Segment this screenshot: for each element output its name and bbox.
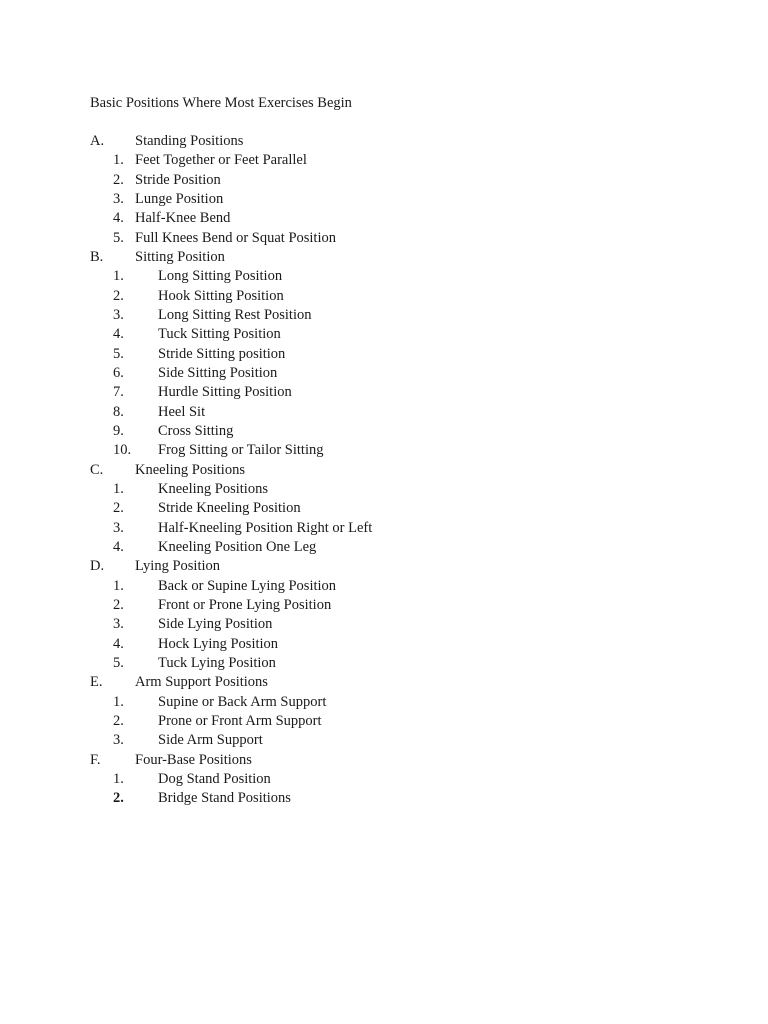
item-label: Kneeling Positions <box>158 480 268 497</box>
section-label: Kneeling Positions <box>135 461 245 478</box>
item-label: Cross Sitting <box>158 422 234 439</box>
section-letter: C. <box>90 461 104 478</box>
list-item <box>0 519 768 538</box>
list-item <box>0 190 768 209</box>
item-label: Lunge Position <box>135 190 224 207</box>
list-item <box>0 635 768 654</box>
item-number: 3. <box>113 190 124 207</box>
section-heading <box>0 132 768 151</box>
list-item <box>0 383 768 402</box>
item-label: Kneeling Position One Leg <box>158 538 317 555</box>
item-label: Stride Position <box>135 171 221 188</box>
list-item <box>0 403 768 422</box>
item-label: Dog Stand Position <box>158 770 271 787</box>
item-label: Frog Sitting or Tailor Sitting <box>158 442 324 459</box>
list-item <box>0 345 768 364</box>
list-item <box>0 499 768 518</box>
item-label: Half-Knee Bend <box>135 210 231 227</box>
item-number: 4. <box>113 326 124 343</box>
item-label: Side Arm Support <box>158 732 263 749</box>
item-number: 4. <box>113 635 124 652</box>
item-number: 2. <box>113 790 124 807</box>
list-item <box>0 209 768 228</box>
list-item <box>0 480 768 499</box>
list-item <box>0 422 768 441</box>
item-label: Prone or Front Arm Support <box>158 712 322 729</box>
item-label: Full Knees Bend or Squat Position <box>135 229 336 246</box>
item-label: Long Sitting Position <box>158 268 283 285</box>
item-number: 3. <box>113 519 124 536</box>
item-number: 1. <box>113 268 124 285</box>
section-label: Four-Base Positions <box>135 751 252 768</box>
item-number: 1. <box>113 770 124 787</box>
document-title: Basic Positions Where Most Exercises Begin <box>90 95 352 111</box>
positions-outline <box>0 132 768 808</box>
item-label: Side Lying Position <box>158 616 273 633</box>
item-label: Hook Sitting Position <box>158 287 284 304</box>
list-item <box>0 712 768 731</box>
item-number: 2. <box>113 171 124 188</box>
section-letter: A. <box>90 133 105 149</box>
section-heading <box>0 557 768 576</box>
list-item <box>0 306 768 325</box>
item-number: 4. <box>113 210 124 227</box>
list-item <box>0 615 768 634</box>
item-number: 1. <box>113 152 124 169</box>
list-item <box>0 596 768 615</box>
item-number: 3. <box>113 616 124 633</box>
item-number: 2. <box>113 287 124 304</box>
list-item <box>0 654 768 673</box>
item-number: 1. <box>113 693 124 710</box>
item-label: Heel Sit <box>158 403 206 420</box>
section-label: Standing Positions <box>135 133 244 149</box>
item-number: 3. <box>113 732 124 749</box>
list-item <box>0 441 768 460</box>
item-label: Supine or Back Arm Support <box>158 693 327 710</box>
item-label: Hock Lying Position <box>158 635 279 652</box>
item-number: 1. <box>113 577 124 594</box>
item-number: 5. <box>113 229 124 246</box>
section-label: Sitting Position <box>135 248 225 265</box>
list-item <box>0 151 768 170</box>
item-label: Bridge Stand Positions <box>158 790 291 807</box>
list-item <box>0 577 768 596</box>
list-item <box>0 731 768 750</box>
item-number: 5. <box>113 654 124 671</box>
item-label: Long Sitting Rest Position <box>158 306 312 323</box>
item-number: 10. <box>113 442 132 459</box>
list-item <box>0 325 768 344</box>
item-label: Stride Sitting position <box>158 345 286 362</box>
section-heading <box>0 461 768 480</box>
list-item <box>0 693 768 712</box>
section-letter: B. <box>90 248 104 265</box>
list-item <box>0 229 768 248</box>
list-item <box>0 364 768 383</box>
list-item <box>0 267 768 286</box>
item-number: 7. <box>113 384 124 401</box>
section-heading <box>0 673 768 692</box>
item-number: 9. <box>113 422 124 439</box>
item-number: 4. <box>113 538 124 555</box>
item-number: 2. <box>113 596 124 613</box>
section-heading <box>0 248 768 267</box>
item-label: Feet Together or Feet Parallel <box>135 152 307 169</box>
item-label: Back or Supine Lying Position <box>158 577 337 594</box>
section-label: Lying Position <box>135 558 221 575</box>
item-label: Tuck Lying Position <box>158 654 276 671</box>
list-item <box>0 770 768 789</box>
section-letter: E. <box>90 674 103 691</box>
list-item <box>0 171 768 190</box>
section-letter: F. <box>90 751 101 768</box>
item-number: 3. <box>113 306 124 323</box>
item-label: Half-Kneeling Position Right or Left <box>158 519 373 536</box>
section-label: Arm Support Positions <box>135 674 268 691</box>
list-item <box>0 538 768 557</box>
list-item <box>0 789 768 808</box>
item-label: Side Sitting Position <box>158 364 278 381</box>
item-number: 1. <box>113 480 124 497</box>
item-label: Hurdle Sitting Position <box>158 384 292 401</box>
section-heading <box>0 751 768 770</box>
item-label: Front or Prone Lying Position <box>158 596 332 613</box>
item-number: 2. <box>113 712 124 729</box>
item-number: 5. <box>113 345 124 362</box>
item-number: 2. <box>113 500 124 517</box>
item-number: 6. <box>113 364 124 381</box>
list-item <box>0 287 768 306</box>
section-letter: D. <box>90 558 105 575</box>
item-number: 8. <box>113 403 124 420</box>
item-label: Tuck Sitting Position <box>158 326 281 343</box>
item-label: Stride Kneeling Position <box>158 500 301 517</box>
